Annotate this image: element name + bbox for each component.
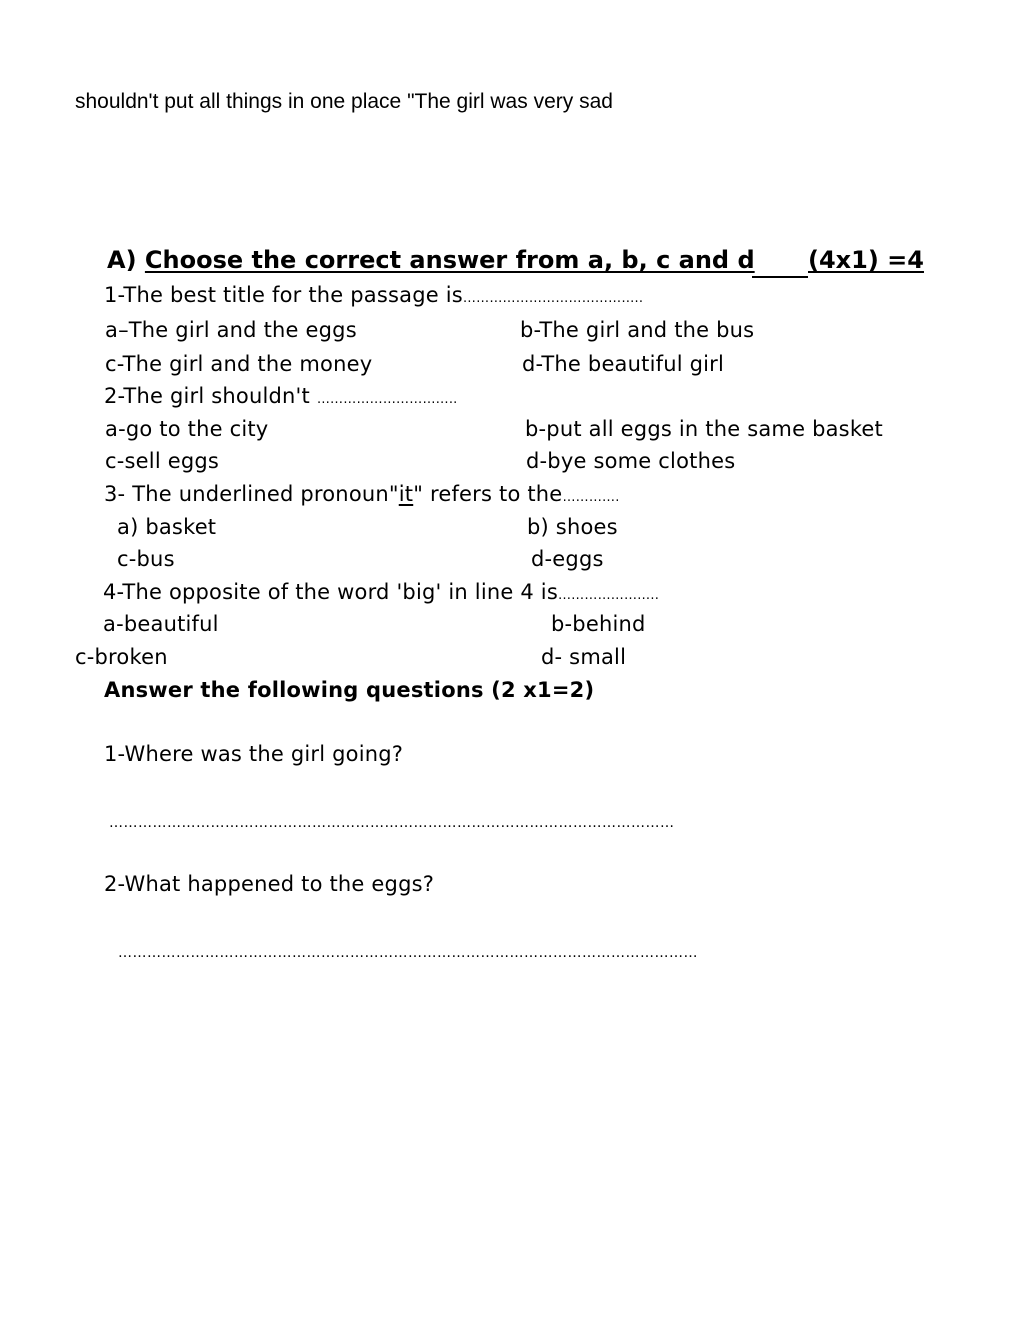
q2-option-d: d-bye some clothes	[526, 449, 736, 473]
q4-option-b: b-behind	[551, 612, 646, 636]
q2-option-a: a-go to the city	[105, 417, 269, 441]
open-question-1: 1-Where was the girl going?	[104, 742, 404, 766]
heading-underline-gap	[752, 276, 808, 278]
section-a-marks: (4x1) =4	[808, 246, 924, 274]
question-2: 2-The girl shouldn't …………………………..	[104, 384, 458, 408]
q3-option-b: b) shoes	[527, 515, 618, 539]
q1-option-d: d-The beautiful girl	[522, 352, 725, 376]
question-1: 1-The best title for the passage is…………………………………..	[104, 283, 644, 307]
section-a-heading	[107, 246, 755, 274]
q1-option-c: c-The girl and the money	[105, 352, 373, 376]
passage-last-line: shouldn't put all things in one place "The girl was very sad	[75, 90, 613, 113]
section-a-instruction: Choose the correct answer from a, b, c and d	[144, 246, 755, 274]
q4-option-d: d- small	[541, 645, 627, 669]
question-1-blank: …………………………………..	[462, 291, 644, 306]
q4-option-a: a-beautiful	[103, 612, 219, 636]
section-a-marker: A)	[107, 246, 137, 274]
q1-option-b: b-The girl and the bus	[520, 318, 755, 342]
q3-option-c: c-bus	[117, 547, 175, 571]
q2-option-b: b-put all eggs in the same basket	[525, 417, 883, 441]
question-3: 3- The underlined pronoun"it" refers to the………….	[104, 482, 620, 506]
question-2-blank: …………………………..	[316, 392, 458, 407]
q4-option-c: c-broken	[75, 645, 168, 669]
section-b-instruction: Answer the following questions (2 x1=2)	[104, 678, 595, 702]
question-3-blank: ………….	[562, 490, 620, 505]
q3-option-d: d-eggs	[531, 547, 604, 571]
q1-option-a: a–The girl and the eggs	[105, 318, 357, 342]
answer-line-1: ………………………………………………………………………………………………………	[109, 815, 675, 831]
answer-line-2: …………………………………………………………………………………………………………	[118, 945, 698, 961]
q2-option-c: c-sell eggs	[105, 449, 220, 473]
q3-option-a: a) basket	[117, 515, 217, 539]
question-4-blank: …………………..	[557, 588, 660, 603]
underlined-pronoun: it	[398, 482, 414, 506]
question-4: 4-The opposite of the word 'big' in line 4 is…………………..	[103, 580, 660, 604]
open-question-2: 2-What happened to the eggs?	[104, 872, 435, 896]
